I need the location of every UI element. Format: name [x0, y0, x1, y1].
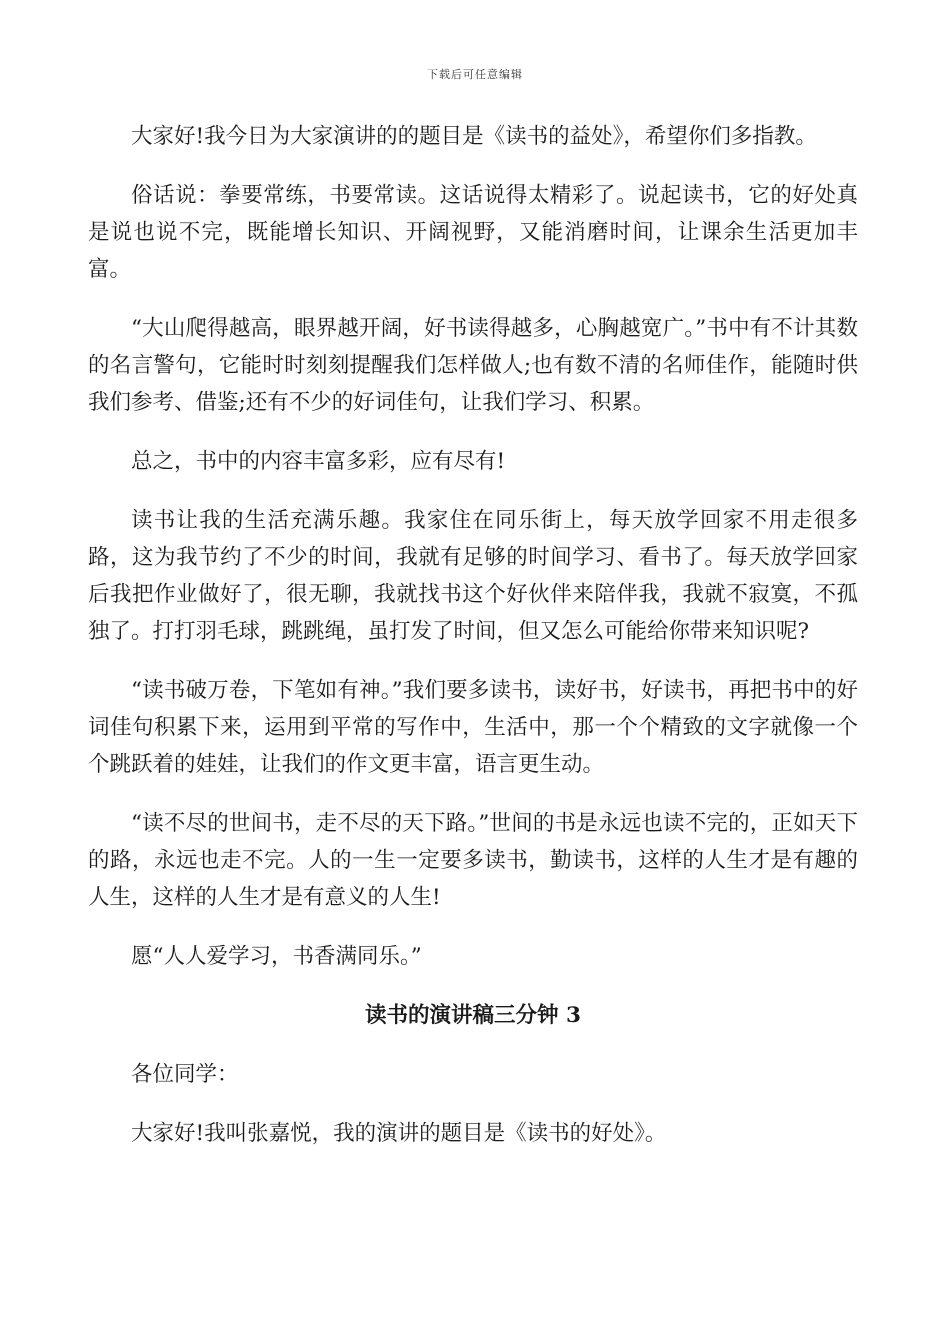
- paragraph-quote-mountain: “大山爬得越高，眼界越开阔，好书读得越多，心胸越宽广。”书中有不计其数的名言警句，它能时时刻刻提醒我们怎样做人;也有数不清的名师佳作，能随时供我们参考、借鉴;还有不少的好词佳句，让我们学习、积累。: [88, 316, 858, 415]
- paragraph-life-fun: 读书让我的生活充满乐趣。我家住在同乐街上，每天放学回家不用走很多路，这为我节约了不少的时间，我就有足够的时间学习、看书了。每天放学回家后我把作业做好了，很无聊，我就找书这个好伙伴来陪伴我，我就不寂寞，不孤独了。打打羽毛球，跳跳绳，虽打发了时间，但又怎么可能给你带来知识呢?: [88, 508, 858, 644]
- paragraph-intro: 大家好!我叫张嘉悦，我的演讲的题目是《读书的好处》。: [131, 1121, 667, 1146]
- section-title: 读书的演讲稿三分钟 3: [365, 1003, 581, 1028]
- page-header-note: 下载后可任意编辑: [427, 68, 523, 81]
- paragraph-quote-endless: “读不尽的世间书，走不尽的天下路。”世间的书是永远也读不完的，正如天下的路，永远也走不完。人的一生一定要多读书，勤读书，这样的人生才是有趣的人生，这样的人生才是有意义的人生!: [88, 811, 858, 910]
- document-body: [88, 118, 858, 1174]
- paragraph-wish: 愿“人人爱学习，书香满同乐。”: [131, 944, 422, 969]
- paragraph-quote-reading: “读书破万卷，下笔如有神。”我们要多读书，读好书，好读书，再把书中的好词佳句积累下来，运用到平常的写作中，生活中，那一个个精致的文字就像一个个跳跃着的娃娃，让我们的作文更丰富，语言更生动。: [88, 678, 858, 777]
- paragraph-summary: 总之，书中的内容丰富多彩，应有尽有!: [131, 449, 506, 474]
- paragraph-greeting: 大家好!我今日为大家演讲的的题目是《读书的益处》，希望你们多指教。: [131, 124, 817, 149]
- paragraph-proverb: 俗话说：拳要常练，书要常读。这话说得太精彩了。说起读书，它的好处真是说也说不完，既能增长知识、开阔视野，又能消磨时间，让课余生活更加丰富。: [88, 183, 858, 282]
- paragraph-salutation: 各位同学：: [131, 1062, 239, 1087]
